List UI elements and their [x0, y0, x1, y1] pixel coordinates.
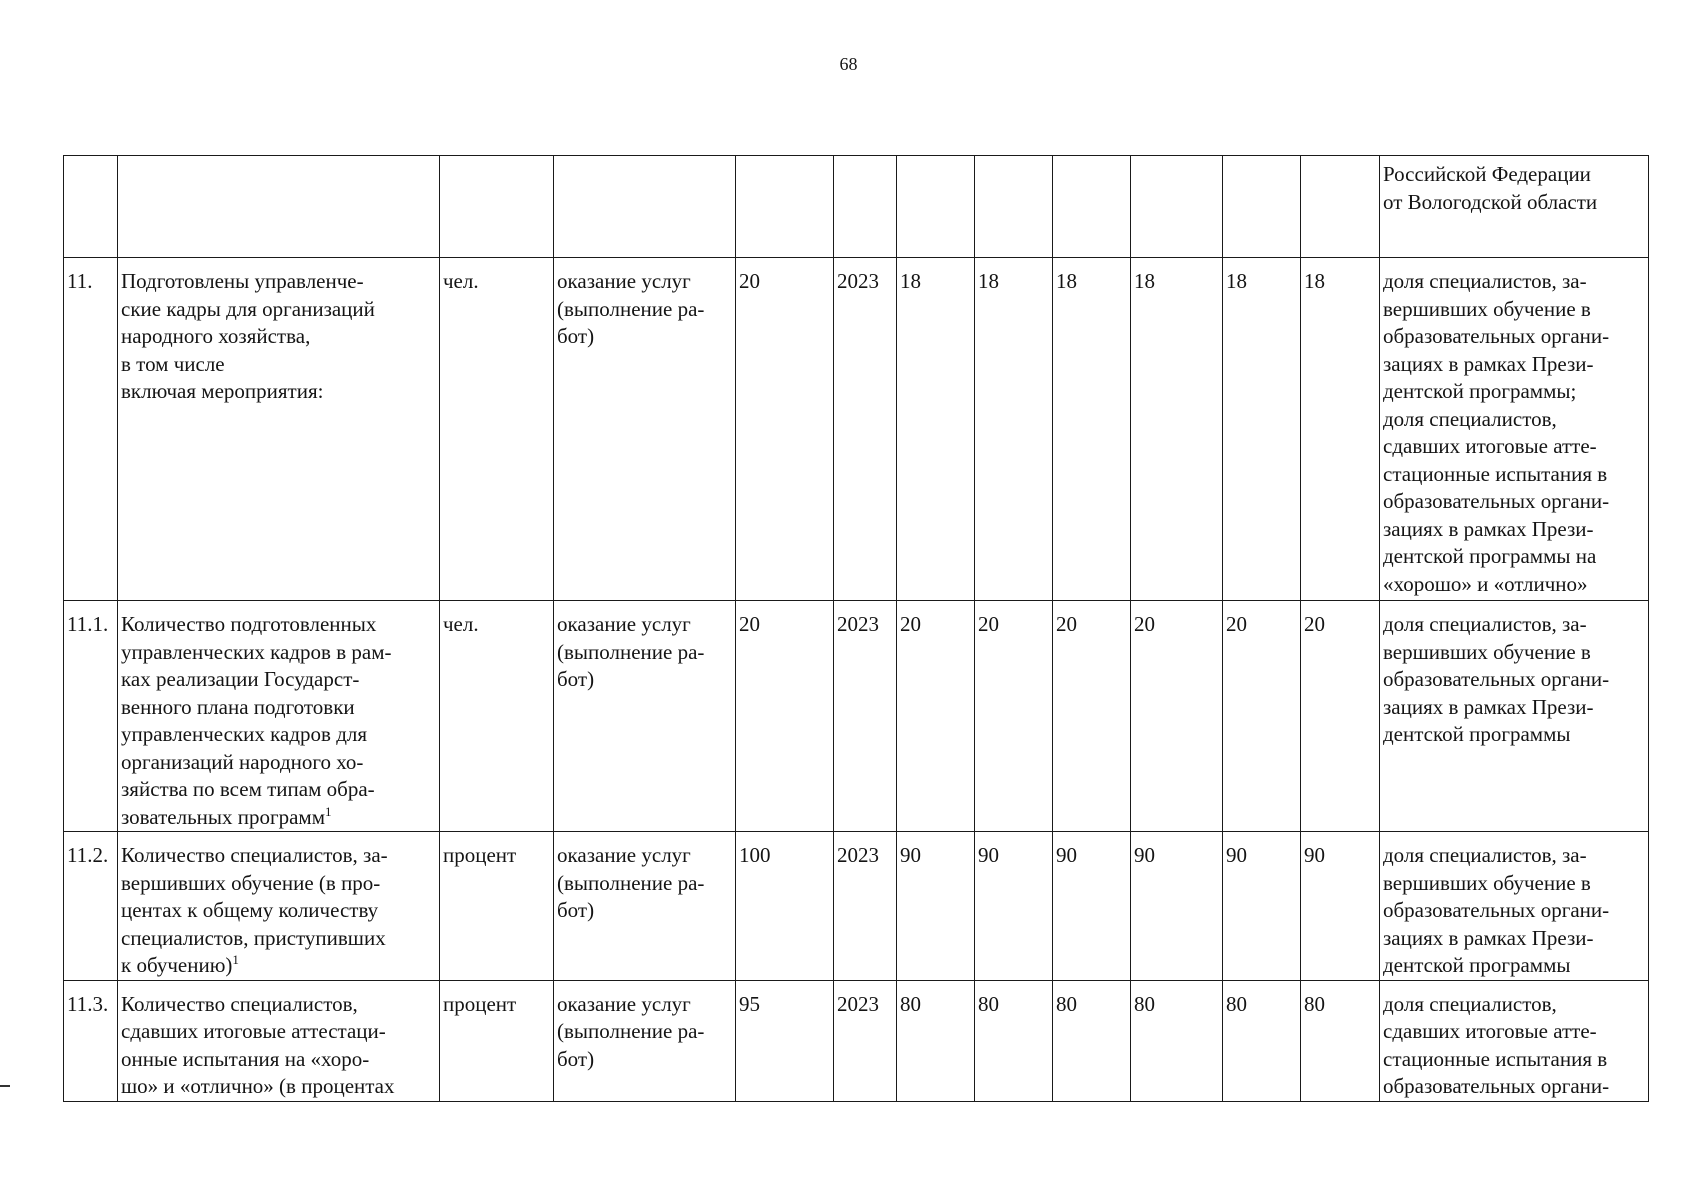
unit-cell: процент: [440, 832, 554, 981]
year-value-cell: 80: [1131, 980, 1223, 1101]
base-value-cell: [736, 156, 834, 258]
year-value-cell: 80: [1053, 980, 1131, 1101]
base-value-cell: 95: [736, 980, 834, 1101]
indicator-link-cell: доля специалистов, за- вершивших обучение в образовательных органи- зациях в рамках Прези- дентской программы; доля специалистов, сдавших итоговые атте- стационные испытания в образовательных органи- зациях в рамках Прези- дентской программы на «хорошо» и «отлично»: [1380, 258, 1649, 601]
year-value-cell: 80: [975, 980, 1053, 1101]
year-value-cell: 90: [1131, 832, 1223, 981]
footnote-marker: 1: [325, 803, 332, 819]
indicators-table: [63, 155, 1649, 1102]
year-value-cell: [1131, 156, 1223, 258]
year-value-cell: 20: [897, 601, 975, 832]
base-year-cell: 2023: [834, 832, 897, 981]
row-number-cell: 11.1.: [64, 601, 118, 832]
year-value-cell: 80: [897, 980, 975, 1101]
year-value-cell: 20: [975, 601, 1053, 832]
year-value-cell: 90: [975, 832, 1053, 981]
base-year-cell: 2023: [834, 980, 897, 1101]
base-value-cell: 20: [736, 601, 834, 832]
year-value-cell: [1223, 156, 1301, 258]
unit-cell: чел.: [440, 601, 554, 832]
table-row: [64, 156, 1649, 258]
base-value-cell: 100: [736, 832, 834, 981]
unit-cell: чел.: [440, 258, 554, 601]
year-value-cell: [897, 156, 975, 258]
table-row: [64, 832, 1649, 981]
year-value-cell: 20: [1131, 601, 1223, 832]
unit-cell: [440, 156, 554, 258]
year-value-cell: 20: [1223, 601, 1301, 832]
year-value-cell: 80: [1223, 980, 1301, 1101]
year-value-cell: 90: [1223, 832, 1301, 981]
year-value-cell: [1053, 156, 1131, 258]
year-value-cell: 90: [1053, 832, 1131, 981]
row-number-cell: 11.2.: [64, 832, 118, 981]
indicator-link-cell: доля специалистов, за- вершивших обучение в образовательных органи- зациях в рамках Прези- дентской программы: [1380, 832, 1649, 981]
result-name-text: Подготовлены управленче- ские кадры для организаций народного хозяйства, в том числе включая мероприятия:: [121, 269, 375, 403]
margin-mark: [0, 1085, 10, 1087]
year-value-cell: 18: [1053, 258, 1131, 601]
year-value-cell: 90: [897, 832, 975, 981]
base-year-cell: [834, 156, 897, 258]
table-body: [64, 156, 1649, 1102]
result-type-cell: оказание услуг (выполнение ра- бот): [554, 832, 736, 981]
year-value-cell: 20: [1053, 601, 1131, 832]
result-type-cell: оказание услуг (выполнение ра- бот): [554, 601, 736, 832]
year-value-cell: 90: [1301, 832, 1380, 981]
row-number-cell: 11.: [64, 258, 118, 601]
table-row: [64, 980, 1649, 1101]
result-name-cell: [118, 258, 440, 601]
year-value-cell: 18: [897, 258, 975, 601]
base-year-cell: 2023: [834, 258, 897, 601]
page-number: 68: [839, 54, 858, 74]
table-row: [64, 601, 1649, 832]
base-year-cell: 2023: [834, 601, 897, 832]
year-value-cell: 80: [1301, 980, 1380, 1101]
result-name-cell: [118, 832, 440, 981]
base-value-cell: 20: [736, 258, 834, 601]
footnote-marker: 1: [232, 952, 239, 967]
table-row: [64, 258, 1649, 601]
indicator-link-cell: Российской Федерации от Вологодской области: [1380, 156, 1649, 258]
year-value-cell: 18: [1223, 258, 1301, 601]
result-name-cell: [118, 601, 440, 832]
row-number-cell: [64, 156, 118, 258]
result-name-cell: [118, 156, 440, 258]
result-type-cell: оказание услуг (выполнение ра- бот): [554, 980, 736, 1101]
result-type-cell: [554, 156, 736, 258]
unit-cell: процент: [440, 980, 554, 1101]
year-value-cell: 18: [1301, 258, 1380, 601]
year-value-cell: 20: [1301, 601, 1380, 832]
year-value-cell: [1301, 156, 1380, 258]
year-value-cell: 18: [1131, 258, 1223, 601]
result-name-cell: [118, 980, 440, 1101]
result-name-text: Количество специалистов, сдавших итоговые аттестаци- онные испытания на «хоро- шо» и «отлично» (в процентах: [121, 991, 395, 1098]
indicator-link-cell: доля специалистов, сдавших итоговые атте- стационные испытания в образовательных органи-: [1380, 980, 1649, 1101]
indicator-link-cell: доля специалистов, за- вершивших обучение в образовательных органи- зациях в рамках Прези- дентской программы: [1380, 601, 1649, 832]
result-name-text: Количество подготовленных управленческих кадров в рам- ках реализации Государст- венного плана подготовки управленческих кадров для организаций народного хо- зяйства по всем типам обра- зовательных программ: [121, 612, 392, 829]
result-type-cell: оказание услуг (выполнение ра- бот): [554, 258, 736, 601]
year-value-cell: 18: [975, 258, 1053, 601]
year-value-cell: [975, 156, 1053, 258]
row-number-cell: 11.3.: [64, 980, 118, 1101]
result-name-text: Количество специалистов, за- вершивших обучение (в про- центах к общему количеству специалистов, приступивших к обучению): [121, 843, 388, 977]
